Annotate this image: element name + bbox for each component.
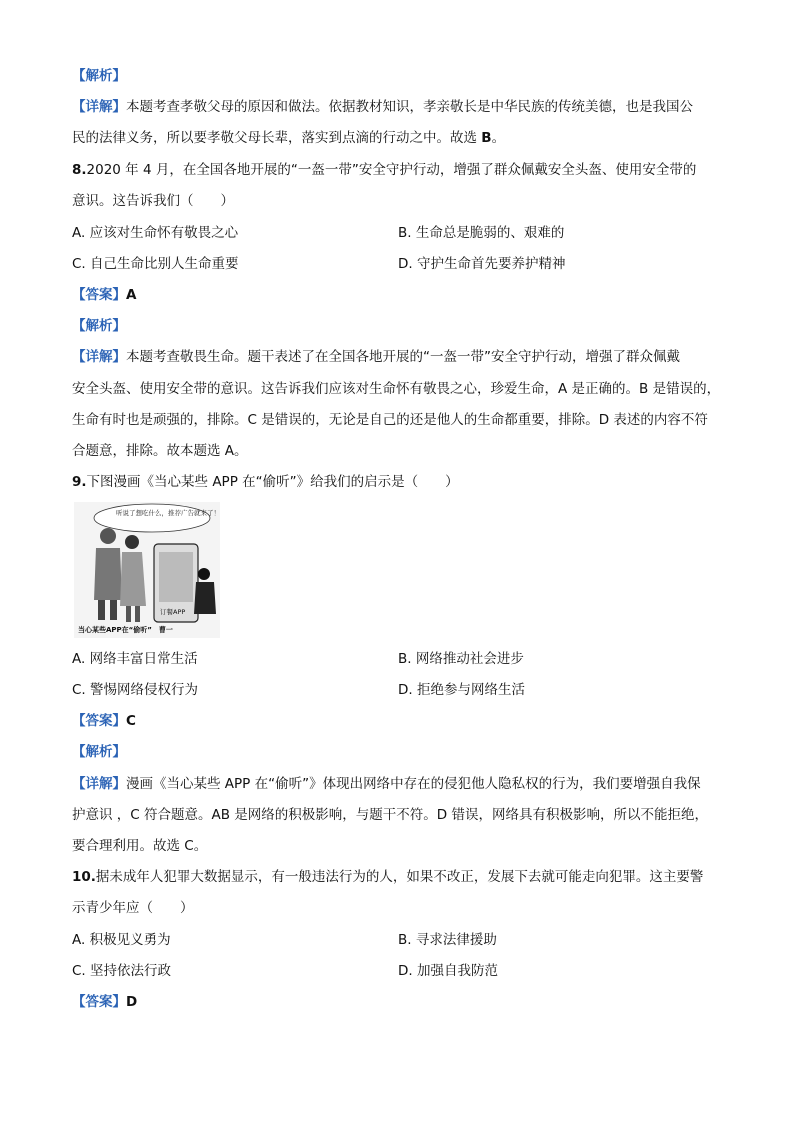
q10-option-d[interactable]: D. 加强自我防范 — [398, 963, 498, 979]
q10-answer: 【答案】D — [72, 994, 138, 1010]
q8-option-d[interactable]: D. 守护生命首先要养护精神 — [398, 256, 566, 272]
cartoon-phone-label: 订餐APP — [160, 608, 186, 616]
q10-stem-line2: 示青少年应（ ） — [72, 900, 194, 916]
q10-option-b[interactable]: B. 寻求法律援助 — [398, 932, 497, 948]
cartoon-bubble-text: 听说了想吃什么，推荐广告就来了！ — [116, 509, 220, 517]
cartoon-caption: 当心某些APP在“偷听” 曹一 — [78, 626, 173, 634]
q8-option-a[interactable]: A. 应该对生命怀有敬畏之心 — [72, 225, 239, 241]
q9-detail-line1: 【详解】漫画《当心某些 APP 在“偷听”》体现出网络中存在的侵犯他人隐私权的行为，我们要增强自我保 — [72, 776, 701, 792]
q8-stem-line1: 8.2020 年 4 月，在全国各地开展的“一盔一带”安全守护行动，增强了群众佩戴安全头盔、使用安全带的 — [72, 162, 697, 178]
q9-detail-line2: 护意识 ，C 符合题意。AB 是网络的积极影响，与题干不符。D 错误，网络具有积极影响，所以不能拒绝， — [72, 807, 708, 823]
q9-answer: 【答案】C — [72, 713, 136, 729]
q9-option-b[interactable]: B. 网络推动社会进步 — [398, 651, 524, 667]
q8-option-b[interactable]: B. 生命总是脆弱的、艰难的 — [398, 225, 565, 241]
q7-detail-line1: 【详解】本题考查孝敬父母的原因和做法。依据教材知识，孝亲敬长是中华民族的传统美德，也是我国公 — [72, 99, 693, 115]
q8-stem-line2: 意识。这告诉我们（ ） — [72, 193, 234, 209]
q8-detail-line2: 安全头盔、使用安全带的意识。这告诉我们应该对生命怀有敬畏之心，珍爱生命，A 是正确的。B 是错误的， — [72, 381, 721, 397]
q8-jiexi-tag: 【解析】 — [72, 318, 126, 334]
cartoon-image — [74, 502, 220, 638]
q10-stem-line1: 10.据未成年人犯罪大数据显示，有一般违法行为的人，如果不改正，发展下去就可能走向犯罪。这主要警 — [72, 869, 704, 885]
q9-option-a[interactable]: A. 网络丰富日常生活 — [72, 651, 198, 667]
q8-detail-line4: 合题意，排除。故本题选 A。 — [72, 443, 248, 459]
q9-option-c[interactable]: C. 警惕网络侵权行为 — [72, 682, 199, 698]
q7-detail-line2: 民的法律义务，所以要孝敬父母长辈，落实到点滴的行动之中。故选 B。 — [72, 130, 506, 146]
q10-option-a[interactable]: A. 积极见义勇为 — [72, 932, 171, 948]
q10-option-c[interactable]: C. 坚持依法行政 — [72, 963, 172, 979]
q8-detail-line1: 【详解】本题考查敬畏生命。题干表述了在全国各地开展的“一盔一带”安全守护行动，增强了群众佩戴 — [72, 349, 680, 365]
q7-jiexi-tag: 【解析】 — [72, 68, 126, 84]
q9-option-d[interactable]: D. 拒绝参与网络生活 — [398, 682, 525, 698]
q9-detail-line3: 要合理利用。故选 C。 — [72, 838, 208, 854]
q8-answer: 【答案】A — [72, 287, 137, 303]
q9-jiexi-tag: 【解析】 — [72, 744, 126, 760]
q8-detail-line3: 生命有时也是顽强的，排除。C 是错误的，无论是自己的还是他人的生命都重要，排除。D 表述的内容不符 — [72, 412, 708, 428]
q8-option-c[interactable]: C. 自己生命比别人生命重要 — [72, 256, 239, 272]
q9-stem: 9.下图漫画《当心某些 APP 在“偷听”》给我们的启示是（ ） — [72, 474, 459, 490]
